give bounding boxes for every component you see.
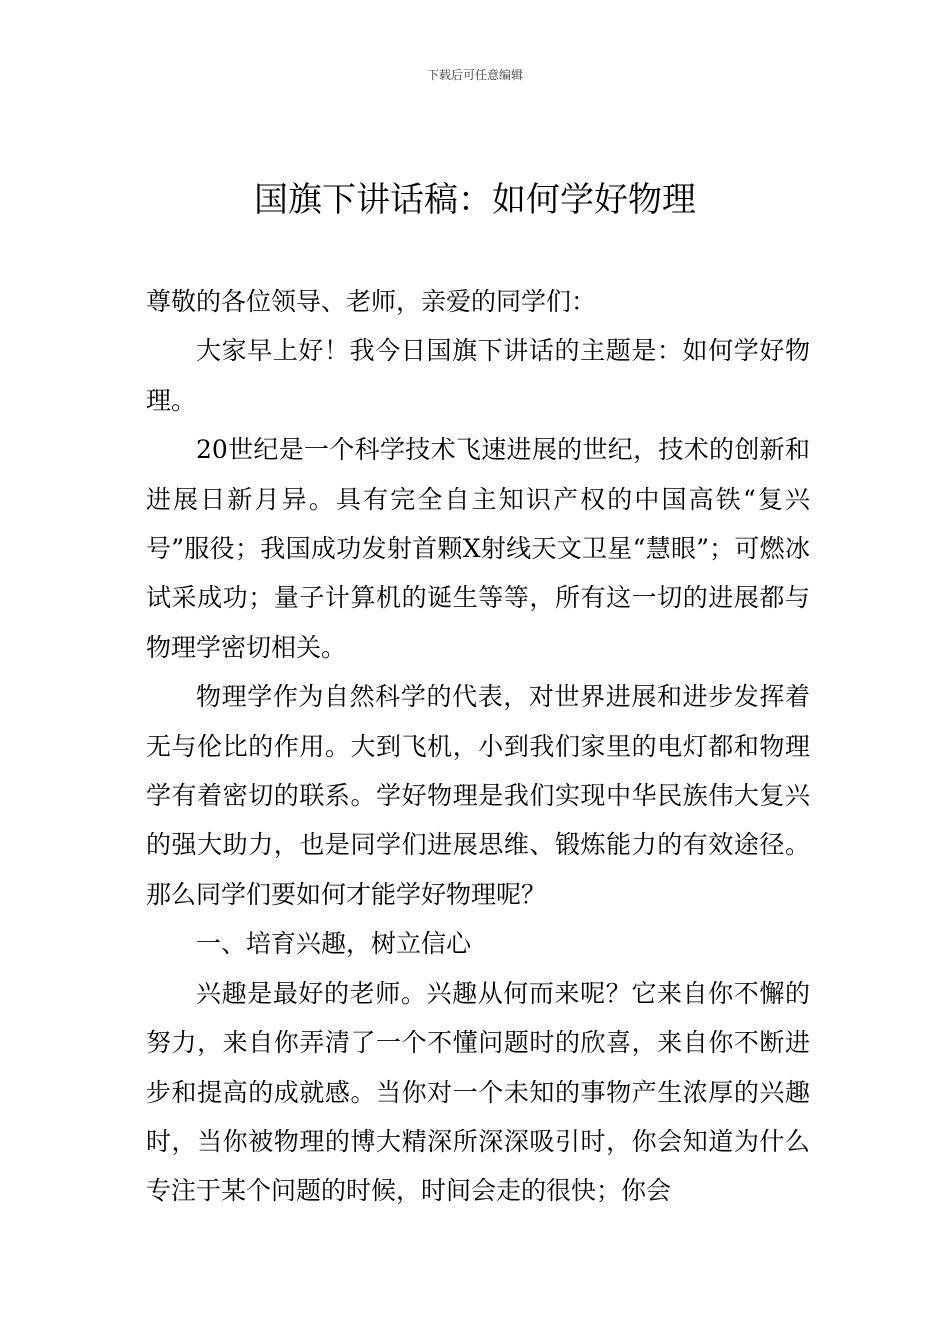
document-title: 国旗下讲话稿：如何学好物理 bbox=[254, 180, 696, 220]
paragraph-interest: 兴趣是最好的老师。兴趣从何而来呢？它来自你不懈的努力，来自你弄清了一个不懂问题时的欣喜，来自你不断进步和提高的成就感。当你对一个未知的事物产生浓厚的兴趣时，当你被物理的博大精深所深深吸引时，你会知道为什么专注于某个问题的时候，时间会走的很快；你会 bbox=[146, 978, 810, 1206]
paragraph-greeting: 大家早上好！我今日国旗下讲话的主题是：如何学好物理。 bbox=[146, 336, 810, 415]
paragraph-20th-century: 20世纪是一个科学技术飞速进展的世纪，技术的创新和进展日新月异。具有完全自主知识产权的中国高铁“复兴号”服役；我国成功发射首颗X射线天文卫星“慧眼”；可燃冰试采成功；量子计算机的诞生等等，所有这一切的进展都与物理学密切相关。 bbox=[146, 435, 810, 662]
salutation: 尊敬的各位领导、老师，亲爱的同学们： bbox=[146, 287, 597, 316]
paragraph-physics-role: 物理学作为自然科学的代表，对世界进展和进步发挥着无与伦比的作用。大到飞机，小到我们家里的电灯都和物理学有着密切的联系。学好物理是我们实现中华民族伟大复兴的强大助力，也是同学们进展思维、锻炼能力的有效途径。那么同学们要如何才能学好物理呢？ bbox=[146, 682, 810, 909]
document-body bbox=[146, 277, 810, 1216]
section-heading-interest: 一、培育兴趣，树立信心 bbox=[196, 929, 472, 959]
header-note: 下载后可任意编辑 bbox=[426, 68, 523, 82]
